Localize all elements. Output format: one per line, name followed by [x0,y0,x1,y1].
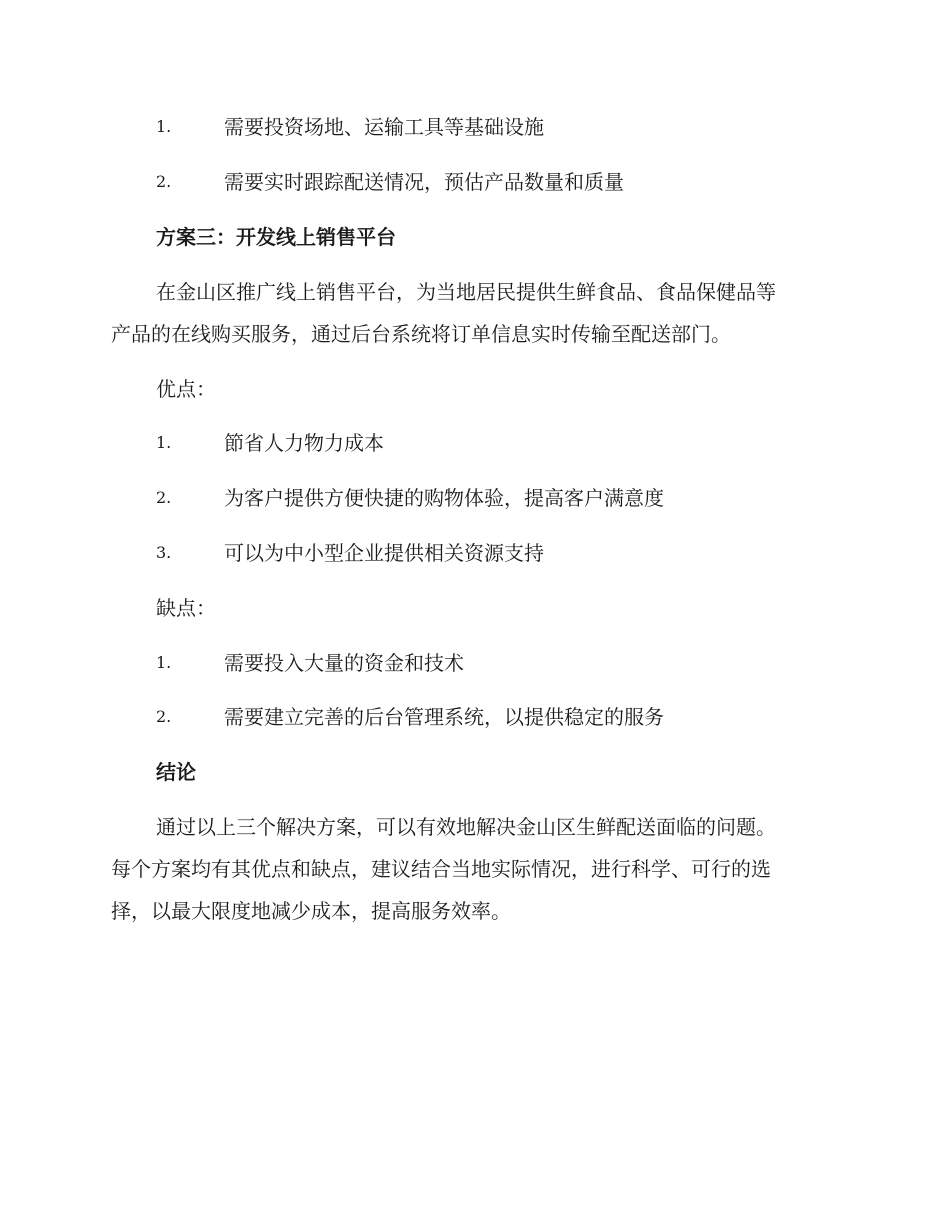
list-item: 可以为中小型企业提供相关资源支持 [224,541,544,565]
list-item: 为客户提供方便快捷的购物体验，提高客户满意度 [224,486,664,510]
list-item: 節省人力物力成本 [224,431,384,455]
pros-label: 优点： [156,377,216,401]
section-heading-plan3: 方案三：开发线上销售平台 [156,225,396,249]
paragraph-line: 产品的在线购买服务，通过后台系统将订单信息实时传输至配送部门。 [111,322,731,346]
list-number: 1. [156,433,172,452]
section-heading-conclusion: 结论 [156,760,196,784]
cons-label: 缺点： [156,596,216,620]
list-item: 需要投入大量的资金和技术 [224,651,464,675]
list-item: 需要建立完善的后台管理系统，以提供稳定的服务 [224,705,664,729]
list-item: 需要投资场地、运输工具等基础设施 [224,115,544,139]
paragraph-line: 在金山区推广线上销售平台，为当地居民提供生鲜食品、食品保健品等 [156,280,776,304]
list-number: 2. [156,707,172,726]
list-number: 2. [156,172,172,191]
list-number: 1. [156,653,172,672]
paragraph-line: 通过以上三个解决方案，可以有效地解决金山区生鲜配送面临的问题。 [156,815,776,839]
paragraph-line: 每个方案均有其优点和缺点，建议结合当地实际情况，进行科学、可行的选 [111,857,771,881]
list-number: 2. [156,488,172,507]
list-number: 3. [156,543,172,562]
paragraph-line: 择，以最大限度地减少成本，提高服务效率。 [111,899,511,923]
list-item: 需要实时跟踪配送情况，预估产品数量和质量 [224,170,624,194]
list-number: 1. [156,117,172,136]
